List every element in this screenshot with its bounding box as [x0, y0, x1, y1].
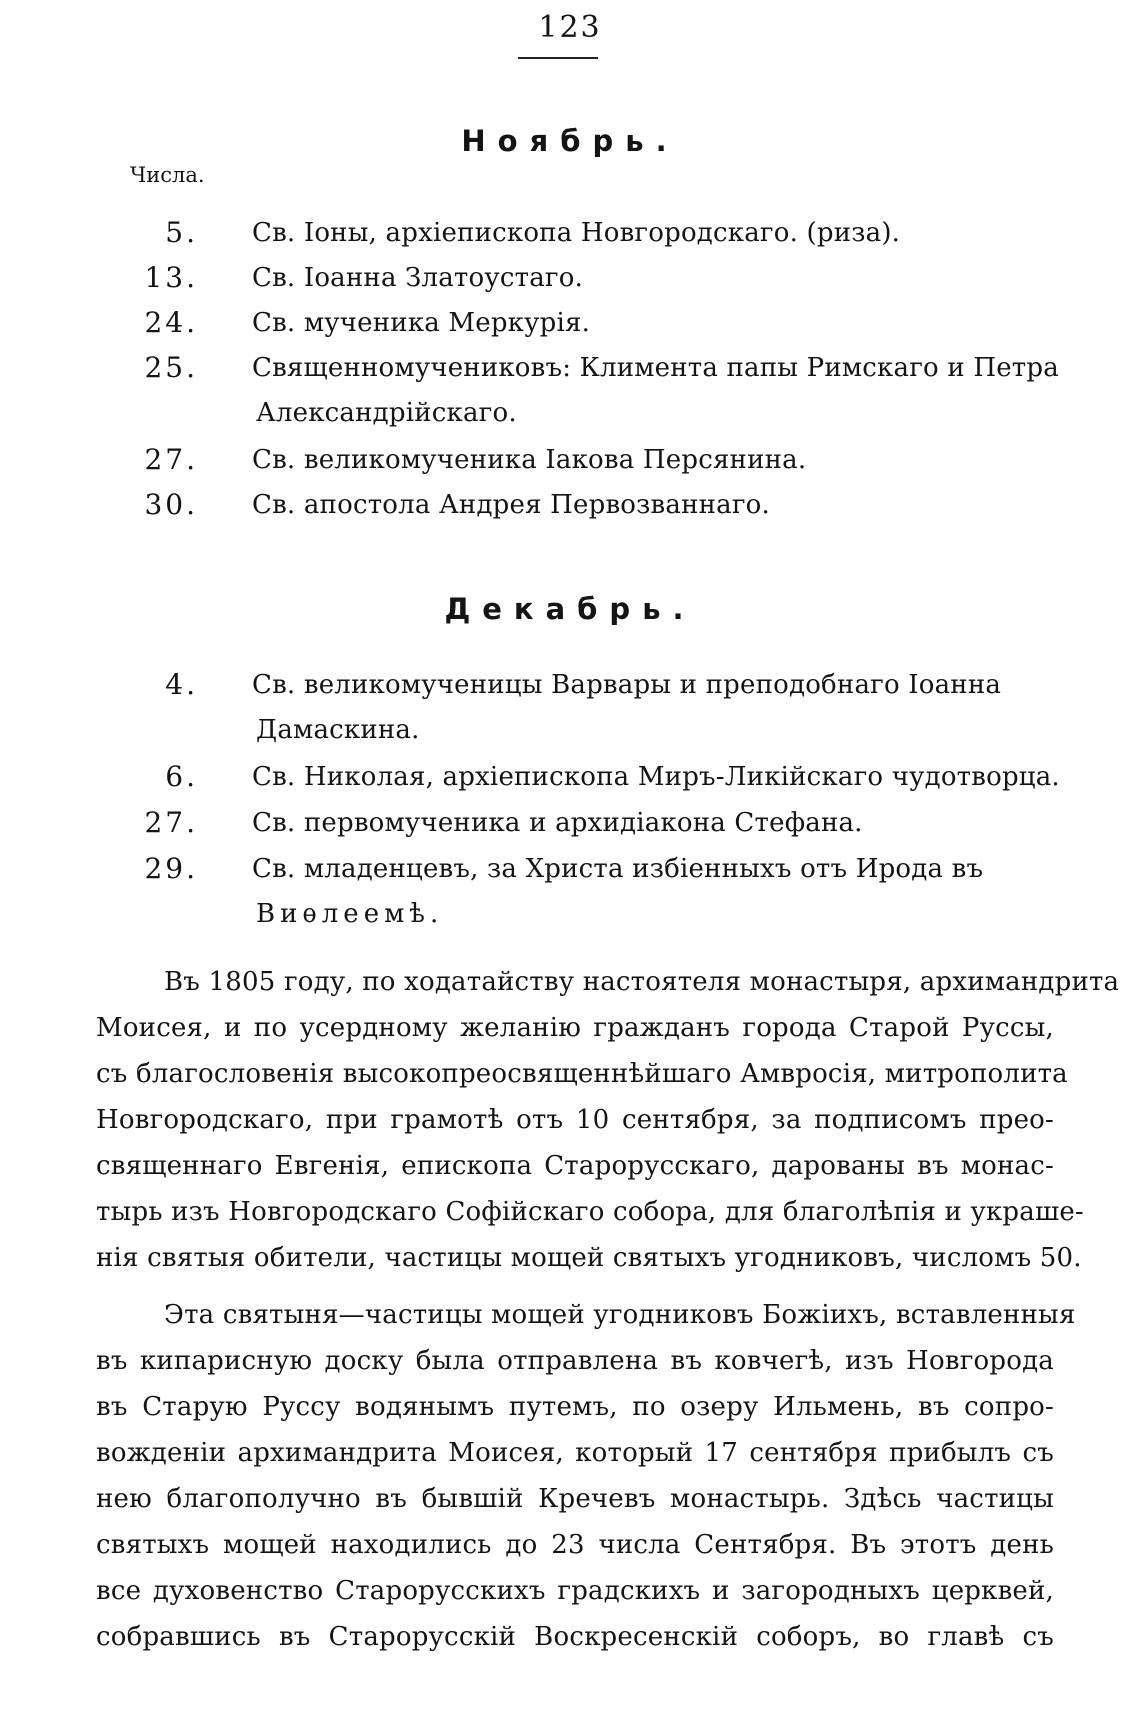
entry-text: Св. Николая, архіепископа Миръ-Ликійскаго чудотворца. [252, 762, 1060, 792]
entry-text: Св. великомученика Іакова Персянина. [252, 445, 807, 475]
december-heading: Декабрь. [444, 592, 696, 626]
entry-text: Св. апостола Андрея Первозваннаго. [252, 490, 770, 520]
entry-number: 24. [144, 306, 198, 339]
entry-text: Священномучениковъ: Климента папы Римскаго и Петра [252, 353, 1059, 383]
entry-text: Св. Іоанна Златоустаго. [252, 263, 584, 293]
entry-number: 6. [165, 760, 198, 793]
paragraph-line: съ благословенія высокопреосвященнѣйшаго Амвросія, митрополита [96, 1059, 1068, 1089]
column-label-dates: Числа. [130, 163, 205, 187]
entry-text: Св. мученика Меркурія. [252, 308, 591, 338]
paragraph-line: Въ 1805 году, по ходатайству настоятеля монастыря, архимандрита [164, 967, 1120, 997]
paragraph-line: въ кипарисную доску была отправлена въ ковчегѣ, изъ Новгорода [96, 1346, 1054, 1376]
entry-text: Св. Іоны, архіепископа Новгородскаго. (риза). [252, 218, 901, 248]
entry-number: 25. [144, 351, 198, 384]
entry-text-continuation: Дамаскина. [256, 715, 420, 745]
paragraph-line: Новгородскаго, при грамотѣ отъ 10 сентября, за подписомъ прео- [96, 1105, 1054, 1135]
entry-number: 27. [144, 443, 198, 476]
entry-text: Св. великомученицы Варвары и преподобнаго Іоанна [252, 670, 1002, 700]
page-number: 123 [538, 10, 602, 45]
paragraph-line: святыхъ мощей находились до 23 числа Сентября. Въ этотъ день [96, 1530, 1054, 1560]
entry-number: 4. [165, 668, 198, 701]
entry-number: 29. [144, 852, 198, 885]
paragraph-line: тырь изъ Новгородскаго Софійскаго собора, для благолѣпія и украше- [96, 1197, 1084, 1227]
entry-number: 13. [144, 261, 198, 294]
entry-text: Св. первомученика и архидіакона Стефана. [252, 808, 863, 838]
entry-number: 30. [144, 488, 198, 521]
paragraph-line: собравшись въ Старорусскій Воскресенскій соборъ, во главѣ съ [96, 1622, 1054, 1652]
paragraph-line: нею благополучно въ бывшій Кречевъ монастырь. Здѣсь частицы [96, 1484, 1054, 1514]
november-heading: Ноябрь. [461, 124, 679, 158]
paragraph-line: Эта святыня—частицы мощей угодниковъ Божіихъ, вставленныя [164, 1300, 1076, 1330]
page-number-rule [518, 57, 598, 59]
entry-text: Св. младенцевъ, за Христа избіенныхъ отъ Ирода въ [252, 854, 984, 884]
paragraph-line: нія святыя обители, частицы мощей святыхъ угодниковъ, числомъ 50. [96, 1243, 1082, 1273]
paragraph-line: въ Старую Руссу водянымъ путемъ, по озеру Ильмень, въ сопро- [96, 1392, 1054, 1422]
entry-number: 27. [144, 806, 198, 839]
entry-text-continuation: Александрійскаго. [256, 398, 517, 428]
paragraph-line: вожденіи архимандрита Моисея, который 17 сентября прибылъ съ [96, 1438, 1054, 1468]
paragraph-line: Моисея, и по усердному желанію гражданъ города Старой Руссы, [96, 1013, 1054, 1043]
paragraph-line: священнаго Евгенія, епископа Старорусскаго, дарованы въ монас- [96, 1151, 1054, 1181]
entry-text-continuation: Виѳлеемѣ. [256, 899, 444, 929]
entry-number: 5. [165, 216, 198, 249]
paragraph-line: все духовенство Старорусскихъ градскихъ и загородныхъ церквей, [96, 1576, 1054, 1606]
